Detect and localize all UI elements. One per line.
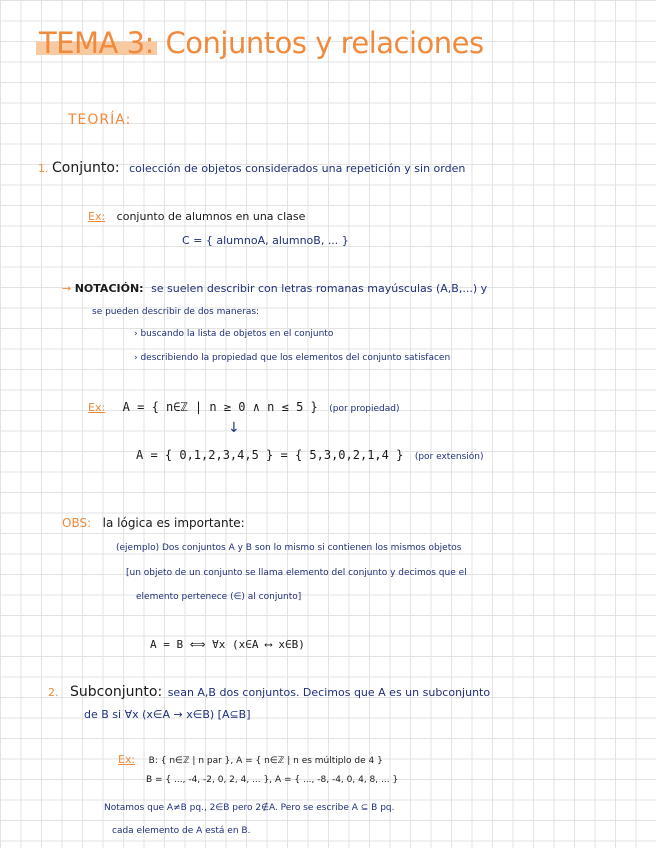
notacion-line-1 xyxy=(62,282,487,295)
section-2-note-2: cada elemento de A está en B. xyxy=(112,826,251,836)
obs-text-2: [un objeto de un conjunto se llama elemento del conjunto y decimos que el xyxy=(126,568,467,578)
section-1-line xyxy=(38,160,465,176)
example-1-label: Ex: xyxy=(88,210,106,223)
example-3-line-1 xyxy=(118,753,383,766)
arrow-right-icon: → xyxy=(62,282,72,295)
section-2-text-2: de B si ∀x (x∈A → x∈B) [A⊆B] xyxy=(84,708,251,721)
obs-line xyxy=(62,516,245,530)
section-2-heading: Subconjunto: xyxy=(70,684,163,700)
title-rest: Conjuntos y relaciones xyxy=(156,26,484,60)
section-2-text-1: sean A,B dos conjuntos. Decimos que A es un subconjunto xyxy=(167,686,491,699)
section-1-heading: Conjunto: xyxy=(52,160,120,176)
example-1-text: conjunto de alumnos en una clase xyxy=(116,210,306,223)
obs-formula: A = B ⟺ ∀x (x∈A ⟷ x∈B) xyxy=(150,638,305,651)
section-1-definition: colección de objetos considerados una repetición y sin orden xyxy=(129,162,466,175)
example-2-equation-2: A = { 0,1,2,3,4,5 } = { 5,3,0,2,1,4 } xyxy=(136,448,404,462)
title-prefix: TEMA 3: xyxy=(36,26,157,60)
notacion-text-1: se suelen describir con letras romanas mayúsculas (A,B,...) y xyxy=(151,282,488,295)
section-1-number: 1. xyxy=(38,162,49,175)
example-2-label: Ex: xyxy=(88,401,106,414)
notacion-text-2: se pueden describir de dos maneras: xyxy=(92,307,260,317)
arrow-down-icon: ↓ xyxy=(228,420,240,436)
example-2-note-2: (por extensión) xyxy=(414,452,484,462)
example-1-set: C = { alumnoA, alumnoB, ... } xyxy=(182,234,349,247)
obs-text-3: elemento pertenece (∈) al conjunto] xyxy=(136,592,302,602)
example-2-line-1 xyxy=(88,400,399,414)
example-3-text-2: B = { ..., -4, -2, 0, 2, 4, ... }, A = { ..., -8, -4, 0, 4, 8, ... } xyxy=(146,775,399,785)
notacion-bullet-2: › describiendo la propiedad que los elementos del conjunto satisfacen xyxy=(134,353,451,363)
example-3-text-1: B: { n∈ℤ | n par }, A = { n∈ℤ | n es múltiplo de 4 } xyxy=(148,756,383,766)
example-2-note-1: (por propiedad) xyxy=(329,404,400,414)
section-2-note-1: Notamos que A≠B pq., 2∈B pero 2∉A. Pero se escribe A ⊆ B pq. xyxy=(104,803,395,813)
example-2-equation-1: A = { n∈ℤ | n ≥ 0 ∧ n ≤ 5 } xyxy=(122,400,318,414)
section-2-line-1 xyxy=(48,684,490,700)
notacion-bullet-1: › buscando la lista de objetos en el conjunto xyxy=(134,329,334,339)
obs-label: OBS: xyxy=(62,516,92,530)
teoria-heading: TEORÍA: xyxy=(68,112,132,128)
obs-heading: la lógica es importante: xyxy=(102,516,245,530)
page-title xyxy=(36,26,484,60)
example-3-label: Ex: xyxy=(118,753,136,766)
notacion-label: NOTACIÓN: xyxy=(74,282,144,295)
example-1-line xyxy=(88,210,305,223)
section-2-number: 2. xyxy=(48,686,59,699)
obs-text-1: (ejemplo) Dos conjuntos A y B son lo mismo si contienen los mismos objetos xyxy=(116,543,462,553)
example-2-line-2 xyxy=(136,448,484,462)
